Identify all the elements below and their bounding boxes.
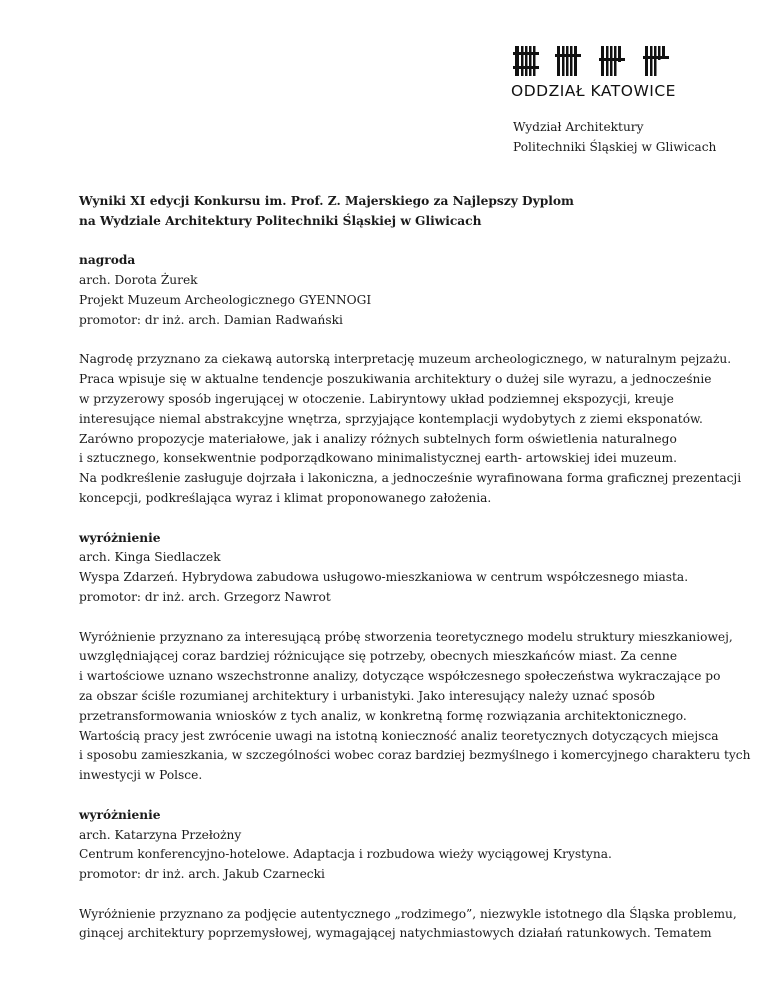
award-project: Projekt Muzeum Archeologicznego GYENNOGI	[79, 292, 372, 307]
description-line: Zarówno propozycje materiałowe, jak i analizy różnych subtelnych form oświetlenia naturalnego	[79, 431, 677, 446]
award-heading: wyróżnienie	[79, 807, 161, 822]
description-line: za obszar ściśle rozumianej architektury i urbanistyki. Jako interesujący należy uznać sposób	[79, 688, 655, 703]
description-line: Wartością pracy jest zwrócenie uwagi na istotną konieczność analiz teoretycznych dotyczących miejsca	[79, 728, 719, 743]
award-author: arch. Kinga Siedlaczek	[79, 550, 221, 565]
award-author: arch. Katarzyna Przełożny	[79, 827, 242, 842]
document-body	[79, 192, 751, 964]
faculty-address	[513, 117, 716, 157]
description-line: Wyróżnienie przyznano za podjęcie autentycznego „rodzimego”, niezwykle istotnego dla Śląska problemu,	[79, 906, 737, 921]
award-heading: nagroda	[79, 253, 136, 268]
award-project: Wyspa Zdarzeń. Hybrydowa zabudowa usługowo-mieszkaniowa w centrum współczesnego miasta.	[79, 570, 689, 585]
award-description	[79, 350, 742, 508]
award-promoter: promotor: dr inż. arch. Grzegorz Nawrot	[79, 589, 331, 604]
award-project: Centrum konferencyjno-hotelowe. Adaptacja i rozbudowa wieży wyciągowej Krystyna.	[79, 847, 612, 862]
description-line: Wyróżnienie przyznano za interesującą próbę stworzenia teoretycznego modelu struktury mieszkaniowej,	[79, 629, 733, 644]
description-line: Nagrodę przyznano za ciekawą autorską interpretację muzeum archeologicznego, w naturalnym pejzażu.	[79, 352, 732, 367]
award-heading: wyróżnienie	[79, 530, 161, 545]
description-line: i sposobu zamieszkania, w szczególności wobec coraz bardziej bezmyślnego i komercyjnego charakteru tych	[79, 748, 751, 763]
document-title	[79, 192, 709, 232]
description-line: ginącej architektury poprzemysłowej, wymagającej natychmiastowych działań ratunkowych. Tematem	[79, 926, 712, 941]
award-description	[79, 628, 751, 786]
award-promoter: promotor: dr inż. arch. Jakub Czarnecki	[79, 867, 325, 882]
award-entry	[79, 251, 709, 330]
description-line: w przyzerowy sposób ingerującej w otoczenie. Labiryntowy układ podziemnej ekspozycji, kreuje	[79, 391, 674, 406]
description-line: przetransformowania wniosków z tych analiz, w konkretną formę rozwiązania architektonicznego.	[79, 708, 687, 723]
title-line-2: na Wydziale Architektury Politechniki Śląskiej w Gliwicach	[79, 213, 482, 228]
description-line: koncepcji, podkreślająca wyraz i klimat proponowanego założenia.	[79, 490, 492, 505]
faculty-line-2: Politechniki Śląskiej w Gliwicach	[513, 140, 717, 154]
description-line: uwzględniającej coraz bardziej różnicujące się potrzeby, obecnych mieszkańców miast. Za cenne	[79, 649, 678, 664]
description-line: i wartościowe uznano wszechstronne analizy, dotyczące współczesnego społeczeństwa wykraczające po	[79, 669, 721, 684]
sarp-logo-icon	[511, 44, 677, 78]
description-line: inwestycji w Polsce.	[79, 768, 203, 783]
award-entry	[79, 806, 709, 885]
title-line-1: Wyniki XI edycji Konkursu im. Prof. Z. Majerskiego za Najlepszy Dyplom	[79, 194, 574, 208]
description-line: Praca wpisuje się w aktualne tendencje poszukiwania architektury o dużej sile wyrazu, a jednocześnie	[79, 372, 712, 387]
description-line: Na podkreślenie zasługuje dojrzała i lakoniczna, a jednocześnie wyrafinowana forma graficznej prezentacji	[79, 471, 742, 486]
description-line: i sztucznego, konsekwentnie podporządkowano minimalistycznej earth- artowskiej idei muzeum.	[79, 451, 677, 466]
faculty-line-1: Wydział Architektury	[513, 120, 644, 134]
description-line: interesujące niemal abstrakcyjne wnętrza, sprzyjające kontemplacji wydobytych z ziemi eksponatów.	[79, 411, 703, 426]
award-promoter: promotor: dr inż. arch. Damian Radwański	[79, 312, 343, 327]
award-description	[79, 905, 737, 945]
logo-text: ODDZIAŁ KATOWICE	[511, 82, 676, 100]
award-entry	[79, 529, 709, 608]
award-author: arch. Dorota Żurek	[79, 273, 198, 288]
sarp-logo	[511, 44, 677, 100]
